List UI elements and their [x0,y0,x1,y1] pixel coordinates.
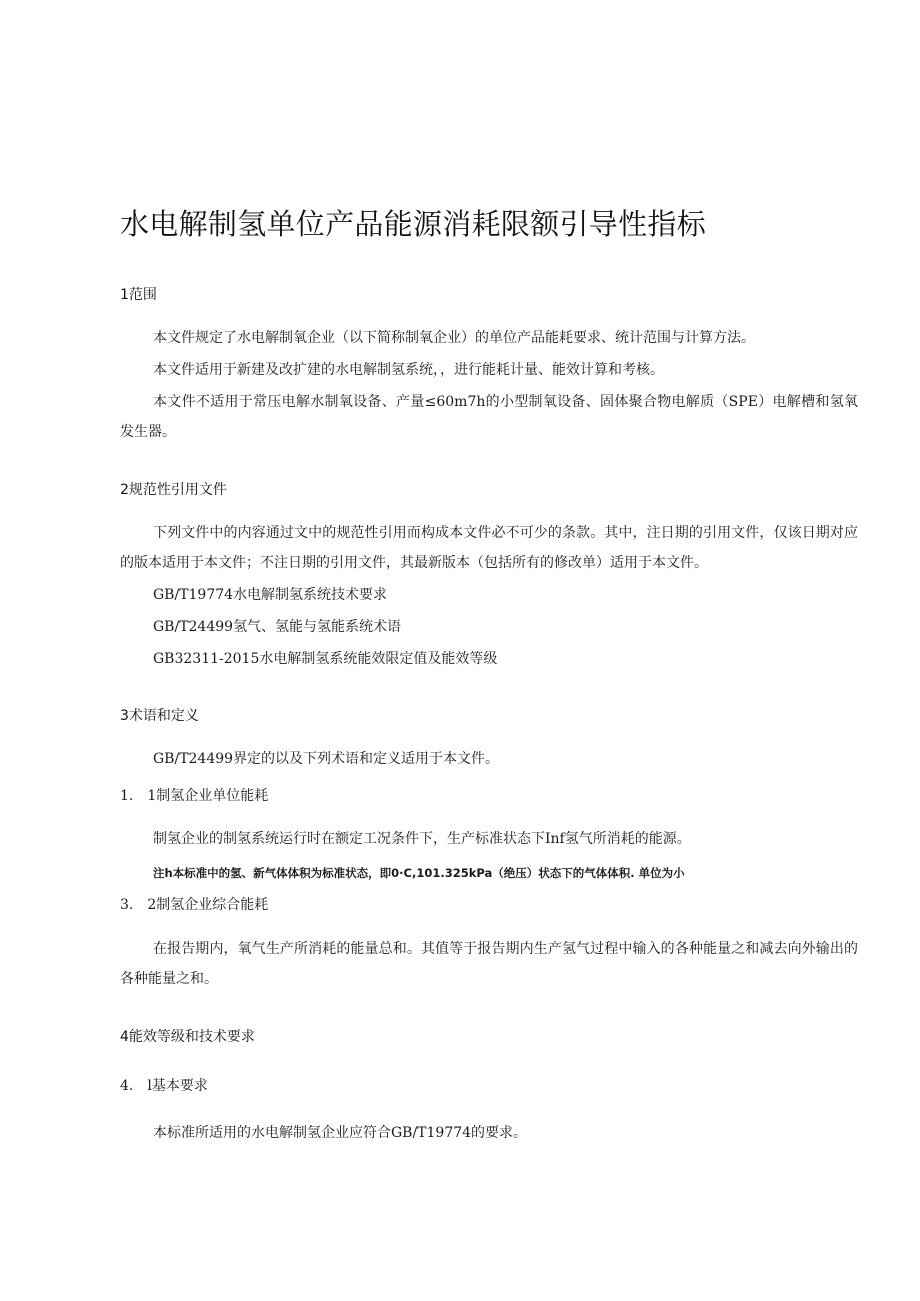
section-2-heading: 2规范性引用文件 [120,482,227,498]
term-2-definition: 在报告期内，氧气生产所消耗的能量总和。其值等于报告期内生产氢气过程中输入的各种能量之和减去向外输出的各种能量之和。 [120,941,858,987]
section-1-heading: 1范围 [120,287,157,303]
term-1-definition: 制氢企业的制氢系统运行时在额定工况条件下，生产标准状态下Inf氢气所消耗的能源。 [153,831,691,847]
reference-gb-t19774: GB/T19774水电解制氢系统技术要求 [153,587,388,603]
section-4-1-heading: 4. l基本要求 [120,1078,208,1094]
reference-gb-t24499: GB/T24499氢气、氢能与氢能系统术语 [153,619,402,635]
section-3-paragraph-1: GB/T24499界定的以及下列术语和定义适用于本文件。 [153,751,500,767]
reference-gb32311: GB32311-2015水电解制氢系统能效限定值及能效等级 [153,651,498,667]
document-title: 水电解制氢单位产品能源消耗限额引导性指标 [120,207,707,241]
section-1-paragraph-2: 本文件适用于新建及改扩建的水电解制氢系统，，进行能耗计量、能效计算和考核。 [153,362,664,378]
section-3-heading: 3术语和定义 [120,708,199,724]
section-2-paragraph-1: 下列文件中的内容通过文中的规范性引用而构成本文件必不可少的条款。其中，注日期的引用文件，仅该日期对应的版本适用于本文件；不注日期的引用文件，其最新版本（包括所有的修改单）适用于本文件。 [120,525,858,571]
term-1-heading: 1. 1制氢企业单位能耗 [120,788,269,804]
section-1-paragraph-1: 本文件规定了水电解制氧企业（以下简称制氧企业）的单位产品能耗要求、统计范围与计算方法。 [153,330,755,346]
section-4-1-paragraph: 本标准所适用的水电解制氢企业应符合GB/T19774的要求。 [153,1125,528,1141]
section-4-heading: 4能效等级和技术要求 [120,1029,255,1045]
section-1-paragraph-3: 本文件不适用于常压电解水制氧设备、产量≤60m7h的小型制氧设备、固体聚合物电解质（SPE）电解槽和氢氧发生器。 [120,394,858,440]
term-2-heading: 3. 2制氢企业综合能耗 [120,897,269,913]
term-1-note: 注h本标准中的氢、新气体体积为标准状态，即0·C,101.325kPa（绝压）状态下的气体体积. 单位为小 [153,866,685,880]
